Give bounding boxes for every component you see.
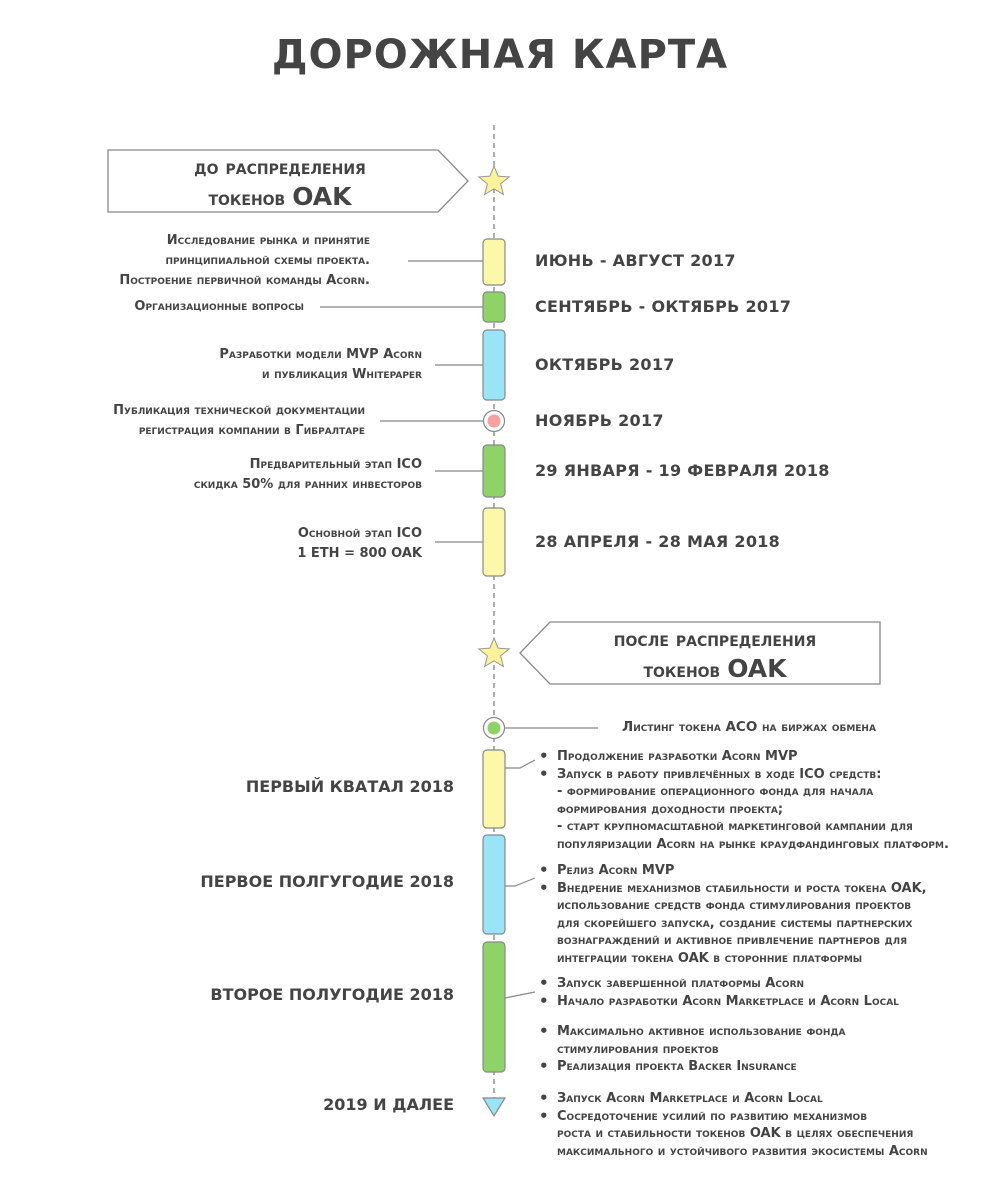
list-item: • Релиз Acorn MVP [535,862,995,880]
page-title: ДОРОЖНАЯ КАРТА [271,32,729,78]
list-item: • Максимально активное использование фонда [535,1023,995,1041]
milestone-description: Исследование рынка и принятие принципиальной схемы проекта. Построение первичной команды Acorn. [119,233,370,288]
milestone-date: СЕНТЯБРЬ - ОКТЯБРЬ 2017 [535,297,792,316]
connector-line [505,878,535,886]
phase-items [535,1023,995,1076]
phase-label: ВТОРОЕ ПОЛУГОДИЕ 2018 [210,985,454,1004]
milestone-description: Предварительный этап ICO скидка 50% для ранних инвесторов [193,457,422,492]
connector-line [505,760,535,768]
star-icon [479,638,509,667]
milestone-description: Основной этап ICO 1 ETH = 800 OAK [297,526,422,561]
phase-items [535,748,995,854]
milestone-description: Публикация технической документации регистрация компании в Гибралтаре [113,403,365,438]
phase-items [535,975,995,1010]
listing-text: Листинг токена ACO на биржах обмена [622,719,876,735]
down-triangle-icon [483,1098,505,1116]
milestone-date: 29 ЯНВАРЯ - 19 ФЕВРАЛЯ 2018 [535,461,830,480]
list-item: формирования доходности проекта; [557,801,784,817]
phase-label: 2019 И ДАЛЕЕ [323,1095,454,1114]
phase-label: ПЕРВЫЙ КВАТАЛ 2018 [245,777,454,796]
phase-items [535,862,995,968]
milestone-marker [483,239,505,285]
milestone-date: ИЮНЬ - АВГУСТ 2017 [535,251,736,270]
section-title-after: после распределения токенов OAK [613,627,817,683]
milestone-date: 28 АПРЕЛЯ - 28 МАЯ 2018 [535,532,781,551]
phase-marker [483,835,505,934]
list-item: стимулирования проектов [557,1041,719,1057]
milestone-description: Организационные вопросы [134,299,304,314]
phase-marker [483,942,505,1072]
phase-items [535,1090,995,1160]
milestone-date: ОКТЯБРЬ 2017 [535,355,675,374]
milestone-marker [483,445,505,497]
list-item: популяризации Acorn на рынке краудфандинговых платформ. [557,836,949,852]
list-item: максимального и устойчивого развития экосистемы Acorn [557,1143,928,1159]
list-item: использование средств фонда стимулирования проектов [557,898,912,914]
phase-marker [483,750,505,828]
milestone-description: Разработки модели MVP Acorn и публикация Whitepaper [219,347,422,382]
list-item: • Продолжение разработки Acorn MVP [535,748,995,766]
connector-line [505,992,535,998]
milestone-marker [483,292,505,322]
list-item: интеграции токена OAK в сторонние платформы [557,950,863,966]
list-item: • Реализация проекта Backer Insurance [535,1058,995,1076]
list-item: • Запуск завершенной платформы Acorn [535,975,995,993]
list-item: • Внедрение механизмов стабильности и роста токена OAK, [535,880,995,898]
phase-label: ПЕРВОЕ ПОЛГУГОДИЕ 2018 [200,872,454,891]
milestone-marker [483,330,505,400]
list-item: роста и стабильности токенов OAK в целях обеспечения [557,1126,914,1142]
list-item: - старт крупномасштабной маркетинговой кампании для [557,819,913,835]
list-item: вознаграждений и активное привлечение партнеров для [557,933,908,949]
list-item: • Запуск Acorn Marketplace и Acorn Local [535,1090,995,1108]
list-item: • Сосредоточение усилий по развитию механизмов [535,1108,995,1126]
list-item: • Запуск в работу привлечённых в ходе ICO средств: [535,766,995,784]
list-item: - формирование операционного фонда для начала [557,784,874,800]
milestone-date: НОЯБРЬ 2017 [535,411,664,430]
list-item: • Начало разработки Acorn Marketplace и Acorn Local [535,993,995,1011]
section-title-before: до распределения токенов OAK [194,155,366,211]
list-item: для скорейшего запуска, создание системы партнерских [557,915,913,931]
milestone-marker [483,508,505,576]
